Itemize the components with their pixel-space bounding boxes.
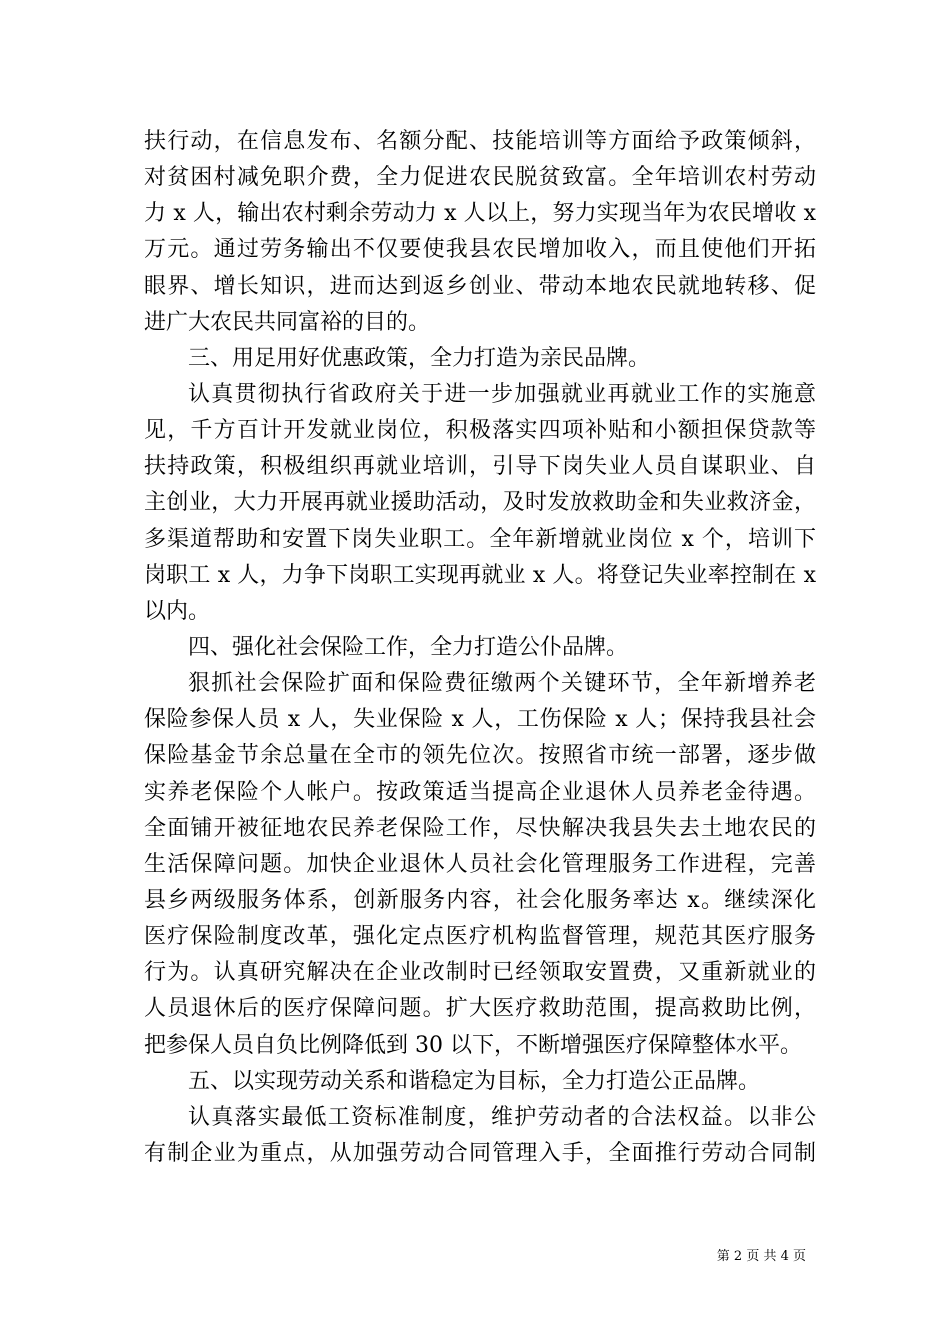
text-line: 把参保人员自负比例降低到 30 以下，不断增强医疗保障整体水平。 (144, 1032, 802, 1058)
text-line: 保险基金节余总量在全市的领先位次。按照省市统一部署，逐步做 (144, 743, 816, 769)
text-line: 生活保障问题。加快企业退休人员社会化管理服务工作进程，完善 (144, 851, 816, 877)
text-line: 有制企业为重点，从加强劳动合同管理入手，全面推行劳动合同制 (144, 1140, 816, 1166)
text-line: 三、用足用好优惠政策，全力打造为亲民品牌。 (188, 345, 651, 371)
text-line: 认真落实最低工资标准制度，维护劳动者的合法权益。以非公 (188, 1104, 816, 1130)
page-footer: 第 2 页 共 4 页 (716, 1249, 806, 1264)
text-line: 眼界、增长知识，进而达到返乡创业、带动本地农民就地转移、促 (144, 273, 816, 299)
text-line: 岗职工 x 人，力争下岗职工实现再就业 x 人。将登记失业率控制在 x (144, 562, 816, 588)
text-line: 保险参保人员 x 人，失业保险 x 人，工伤保险 x 人；保持我县社会 (144, 707, 816, 733)
text-line: 进广大农民共同富裕的目的。 (144, 309, 431, 335)
body-text (144, 124, 816, 1172)
text-line: 县乡两级服务体系，创新服务内容，社会化服务率达 x。继续深化 (144, 887, 816, 913)
text-line: 实养老保险个人帐户。按政策适当提高企业退休人员养老金待遇。 (144, 779, 816, 805)
text-line: 五、以实现劳动关系和谐稳定为目标，全力打造公正品牌。 (188, 1068, 761, 1094)
text-line: 狠抓社会保险扩面和保险费征缴两个关键环节，全年新增养老 (188, 671, 816, 697)
text-line: 人员退休后的医疗保障问题。扩大医疗救助范围，提高救助比例， (144, 996, 816, 1022)
text-line: 对贫困村减免职介费，全力促进农民脱贫致富。全年培训农村劳动 (144, 165, 816, 191)
text-line: 见，千方百计开发就业岗位，积极落实四项补贴和小额担保贷款等 (144, 418, 816, 444)
text-line: 以内。 (144, 598, 211, 624)
text-line: 扶持政策，积极组织再就业培训，引导下岗失业人员自谋职业、自 (144, 454, 816, 480)
text-line: 全面铺开被征地农民养老保险工作，尽快解决我县失去土地农民的 (144, 815, 816, 841)
text-line: 万元。通过劳务输出不仅要使我县农民增加收入，而且使他们开拓 (144, 237, 816, 263)
text-line: 主创业，大力开展再就业援助活动，及时发放救助金和失业救济金， (144, 490, 816, 516)
text-line: 认真贯彻执行省政府关于进一步加强就业再就业工作的实施意 (188, 381, 816, 407)
text-line: 多渠道帮助和安置下岗失业职工。全年新增就业岗位 x 个，培训下 (144, 526, 816, 552)
text-line: 四、强化社会保险工作，全力打造公仆品牌。 (188, 634, 629, 660)
text-line: 医疗保险制度改革，强化定点医疗机构监督管理，规范其医疗服务 (144, 924, 816, 950)
text-line: 扶行动，在信息发布、名额分配、技能培训等方面给予政策倾斜， (144, 129, 816, 154)
text-line: 行为。认真研究解决在企业改制时已经领取安置费，又重新就业的 (144, 960, 816, 986)
text-line: 力 x 人，输出农村剩余劳动力 x 人以上，努力实现当年为农民增收 x (144, 201, 816, 227)
